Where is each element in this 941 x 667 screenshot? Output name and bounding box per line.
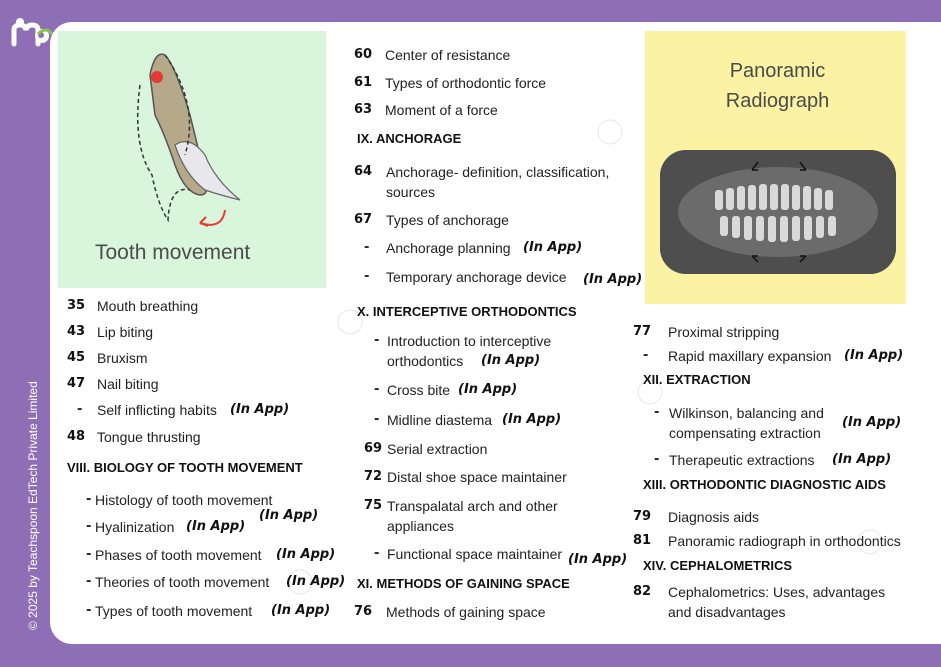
item-number: 81 <box>633 533 652 548</box>
medicostudy-logo-icon <box>8 14 54 50</box>
heading-viii: VIII. BIOLOGY OF TOOTH MOVEMENT <box>67 460 303 475</box>
in-app-badge: (In App) <box>583 272 643 287</box>
in-app-badge: (In App) <box>271 603 331 618</box>
item-number: 63 <box>354 102 373 117</box>
item-text: Methods of gaining space <box>386 604 546 620</box>
item-number: 75 <box>364 498 383 513</box>
item-number: 77 <box>633 324 652 339</box>
item-text: Self inflicting habits <box>97 402 217 418</box>
item-number: 64 <box>354 164 373 179</box>
heading-ix: IX. ANCHORAGE <box>357 131 462 146</box>
heading-xi: XI. METHODS OF GAINING SPACE <box>357 576 570 591</box>
item-text: Phases of tooth movement <box>95 547 262 563</box>
panoramic-xray-image <box>660 150 896 274</box>
in-app-badge: (In App) <box>842 415 902 430</box>
tooth-movement-title: Tooth movement <box>95 241 251 264</box>
item-text: Types of orthodontic force <box>385 75 547 91</box>
item-number: - <box>643 348 649 363</box>
item-number: 76 <box>354 604 373 619</box>
in-app-badge: (In App) <box>844 348 904 363</box>
heading-xii: XII. EXTRACTION <box>643 372 751 387</box>
item-text: Types of tooth movement <box>95 603 253 619</box>
item-text: Anchorage- definition, classification, <box>386 164 610 180</box>
in-app-badge: (In App) <box>186 519 246 534</box>
in-app-badge: (In App) <box>523 240 583 255</box>
item-text: Hyalinization <box>95 519 175 535</box>
item-text: Serial extraction <box>387 441 488 457</box>
item-text: Functional space maintainer <box>387 546 563 562</box>
in-app-badge: (In App) <box>568 552 628 567</box>
item-text-line2: and disadvantages <box>668 604 786 620</box>
item-text: Rapid maxillary expansion <box>668 348 832 364</box>
item-number: - <box>86 574 92 589</box>
item-number: 47 <box>67 376 86 391</box>
item-text: Cross bite <box>387 382 451 398</box>
item-text: Center of resistance <box>385 47 511 63</box>
item-number: - <box>86 603 92 618</box>
item-number: 61 <box>354 75 373 90</box>
in-app-badge: (In App) <box>230 402 290 417</box>
item-text-line2: sources <box>386 184 436 200</box>
item-number: 67 <box>354 212 373 227</box>
item-text-line2: appliances <box>387 518 454 534</box>
item-text: Nail biting <box>97 376 159 392</box>
item-number: 72 <box>364 469 383 484</box>
in-app-badge: (In App) <box>458 382 518 397</box>
heading-xiii: XIII. ORTHODONTIC DIAGNOSTIC AIDS <box>643 477 886 492</box>
item-number: 43 <box>67 324 86 339</box>
item-text: Therapeutic extractions <box>669 452 815 468</box>
item-text: Panoramic radiograph in orthodontics <box>668 533 901 549</box>
item-text: Wilkinson, balancing and <box>669 405 824 421</box>
copyright-vertical: © 2025 by Teachspoon EdTech Private Limited <box>26 381 40 630</box>
item-text: Bruxism <box>97 350 148 366</box>
item-number: - <box>86 547 92 562</box>
in-app-badge: (In App) <box>502 412 562 427</box>
heading-x: X. INTERCEPTIVE ORTHODONTICS <box>357 304 577 319</box>
item-text: Introduction to interceptive <box>387 333 552 349</box>
item-number: - <box>86 519 92 534</box>
in-app-badge: (In App) <box>481 353 541 368</box>
item-number: - <box>374 382 380 397</box>
item-text: Cephalometrics: Uses, advantages <box>668 584 886 600</box>
item-number: 69 <box>364 441 383 456</box>
item-number: 82 <box>633 584 652 599</box>
tooth-illustration <box>130 45 250 235</box>
item-number: 60 <box>354 47 373 62</box>
item-text: Distal shoe space maintainer <box>387 469 567 485</box>
item-text: Diagnosis aids <box>668 509 760 525</box>
item-text: Theories of tooth movement <box>95 574 270 590</box>
in-app-badge: (In App) <box>276 547 336 562</box>
item-text-line2: orthodontics <box>387 353 464 369</box>
item-text: Mouth breathing <box>97 298 199 314</box>
item-number: - <box>86 492 92 507</box>
item-number: - <box>374 412 380 427</box>
in-app-badge: (In App) <box>286 574 346 589</box>
item-number: - <box>364 269 370 284</box>
item-text: Types of anchorage <box>386 212 509 228</box>
item-text: Midline diastema <box>387 412 493 428</box>
in-app-badge: (In App) <box>259 508 319 523</box>
item-number: 79 <box>633 509 652 524</box>
heading-xiv: XIV. CEPHALOMETRICS <box>643 558 793 573</box>
item-number: 35 <box>67 298 86 313</box>
item-number: - <box>374 333 380 348</box>
item-text: Tongue thrusting <box>97 429 201 445</box>
item-text: Anchorage planning <box>386 240 511 256</box>
item-text: Transpalatal arch and other <box>387 498 558 514</box>
item-number: - <box>654 405 660 420</box>
item-number: - <box>374 546 380 561</box>
in-app-badge: (In App) <box>832 452 892 467</box>
item-number: - <box>654 452 660 467</box>
item-text: Lip biting <box>97 324 154 340</box>
item-number: 45 <box>67 350 86 365</box>
item-number: 48 <box>67 429 86 444</box>
item-number: - <box>364 240 370 255</box>
item-text: Proximal stripping <box>668 324 780 340</box>
item-text: Temporary anchorage device <box>386 269 567 285</box>
item-text-line2: compensating extraction <box>669 425 821 441</box>
item-text: Moment of a force <box>385 102 498 118</box>
panoramic-title: Panoramic Radiograph <box>725 60 830 112</box>
item-text: Histology of tooth movement <box>95 492 273 508</box>
item-number: - <box>77 402 83 417</box>
